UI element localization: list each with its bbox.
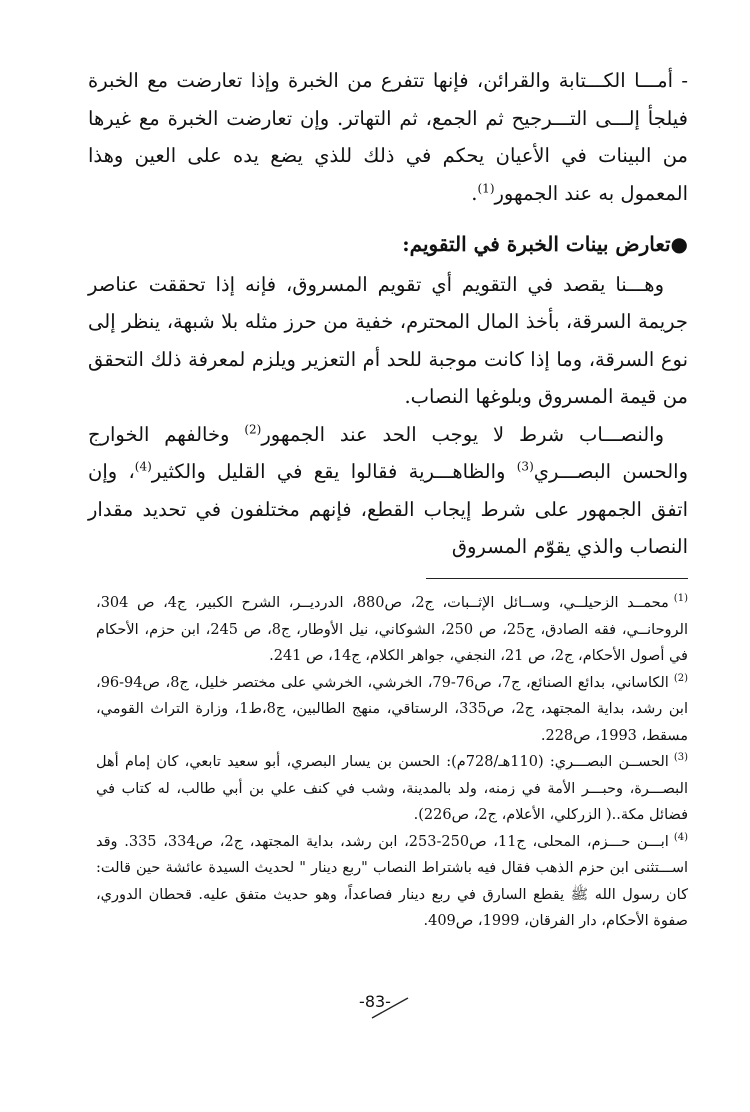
main-text (88, 62, 688, 566)
footnote-item: $^{(1)}$محمــد الزحيلــي، وســائل الإثــبات، ج2، ص880، الدرديــر، الشرح الكبير، ج4، ص 304، الروحانــي، فقه الصادق، ج25، ص 250، الشوكاني، نيل الأوطار، ج8، ص 245، ابن حزم، الأحكام في أصول الأحكام، ج2، ص 21، النجفي، جواهر الكلام، ج14، ص 241. (96, 593, 688, 664)
footnote-ref-1: (1) (477, 181, 495, 195)
footnote-ref-4: (4) (134, 459, 152, 474)
footnote-ref-3: (3) (516, 459, 534, 474)
footnote-item: $^{(3)}$الحســن البصـــري: (110هـ/728م): الحسن بن يسار البصري، أبو سعيد تابعي، كان إمام أهل البصـــرة، وحبـــر الأمة في زمنه، ولد بالمدينة، وشب في كنف علي بن أبي طالب، له كتاب في فضائل مكة..( الزركلي، الأعلام، ج2، ص226). (96, 752, 688, 823)
pen-stroke-mark (370, 996, 410, 1020)
footnotes (96, 590, 688, 935)
page-number: -83- (359, 992, 391, 1011)
paragraph-valuation: وهـــنا يقصد في التقويم أي تقويم المسروق، فإنه إذا تحققت عناصر جريمة السرقة، بأخذ المال المحترم، خفية من حرز مثله بلا شبهة، ينظر إلى نوع السرقة، وما إذا كانت موجبة للحد أم التعزير ويلزم لمعرفة ذلك التحقق من قيمة المسروق وبلوغها النصاب. (88, 272, 688, 408)
footnote-separator (426, 578, 688, 579)
footnote-item: $^{(2)}$الكاساني، بدائع الصنائع، ج7، ص76-79، الخرشي، الخرشي على مختصر خليل، ج8، ص94-96، ابن رشد، بداية المجتهد، ج2، ص335، الرستاقي، منهج الطالبين، ج8،ط1، وزارة التراث القومي، مسقط، 1993، ص228. (96, 672, 689, 744)
paragraph-nisab: والنصـــاب شرط لا يوجب الحد عند الجمهور$^{(2)}$ وخالفهم الخوارج والحسن البصـــري$^{(3)}$ والظاهـــرية فقالوا يقع في القليل والكثير$^{(4)}$، وإن اتفق الجمهور على شرط إيجاب القطع، فإنهم مختلفون في تحديد مقدار النصاب والذي يقوّم المسروق (88, 422, 688, 558)
footnote-item: $^{(4)}$ابـــن حـــزم، المحلى، ج11، ص250-253، ابن رشد، بداية المجتهد، ج2، ص334، 335. وقد اســـتثنى ابن حزم الذهب فقال فيه باشتراط النصاب "ربع دينار " لحديث السيدة عائشة حين قالت: كان رسول الله ﷺ يقطع السارق في ربع دينار فصاعداً، وهو حديث متفق عليه. قحطان الدوري، صفوة الأحكام، دار الفرقان، 1999، ص409. (96, 831, 689, 929)
footnote-ref-2: (2) (244, 422, 262, 436)
section-heading: ●تعارض بينات الخبرة في التقويم: (402, 232, 688, 256)
paragraph-evidence-documents: - أمـــا الكـــتابة والقرائن، فإنها تتفرع من الخبرة وإذا تعارضت مع الخبرة فيلجأ إلـــى التـــرجيح ثم الجمع، ثم التهاتر. وإن تعارضت الخبرة مع غيرها من البينات في الأعيان يحكم في ذلك للذي يضع يده على العين وهذا المعمول به عند الجمهور$^{(1)}$. (88, 69, 688, 205)
